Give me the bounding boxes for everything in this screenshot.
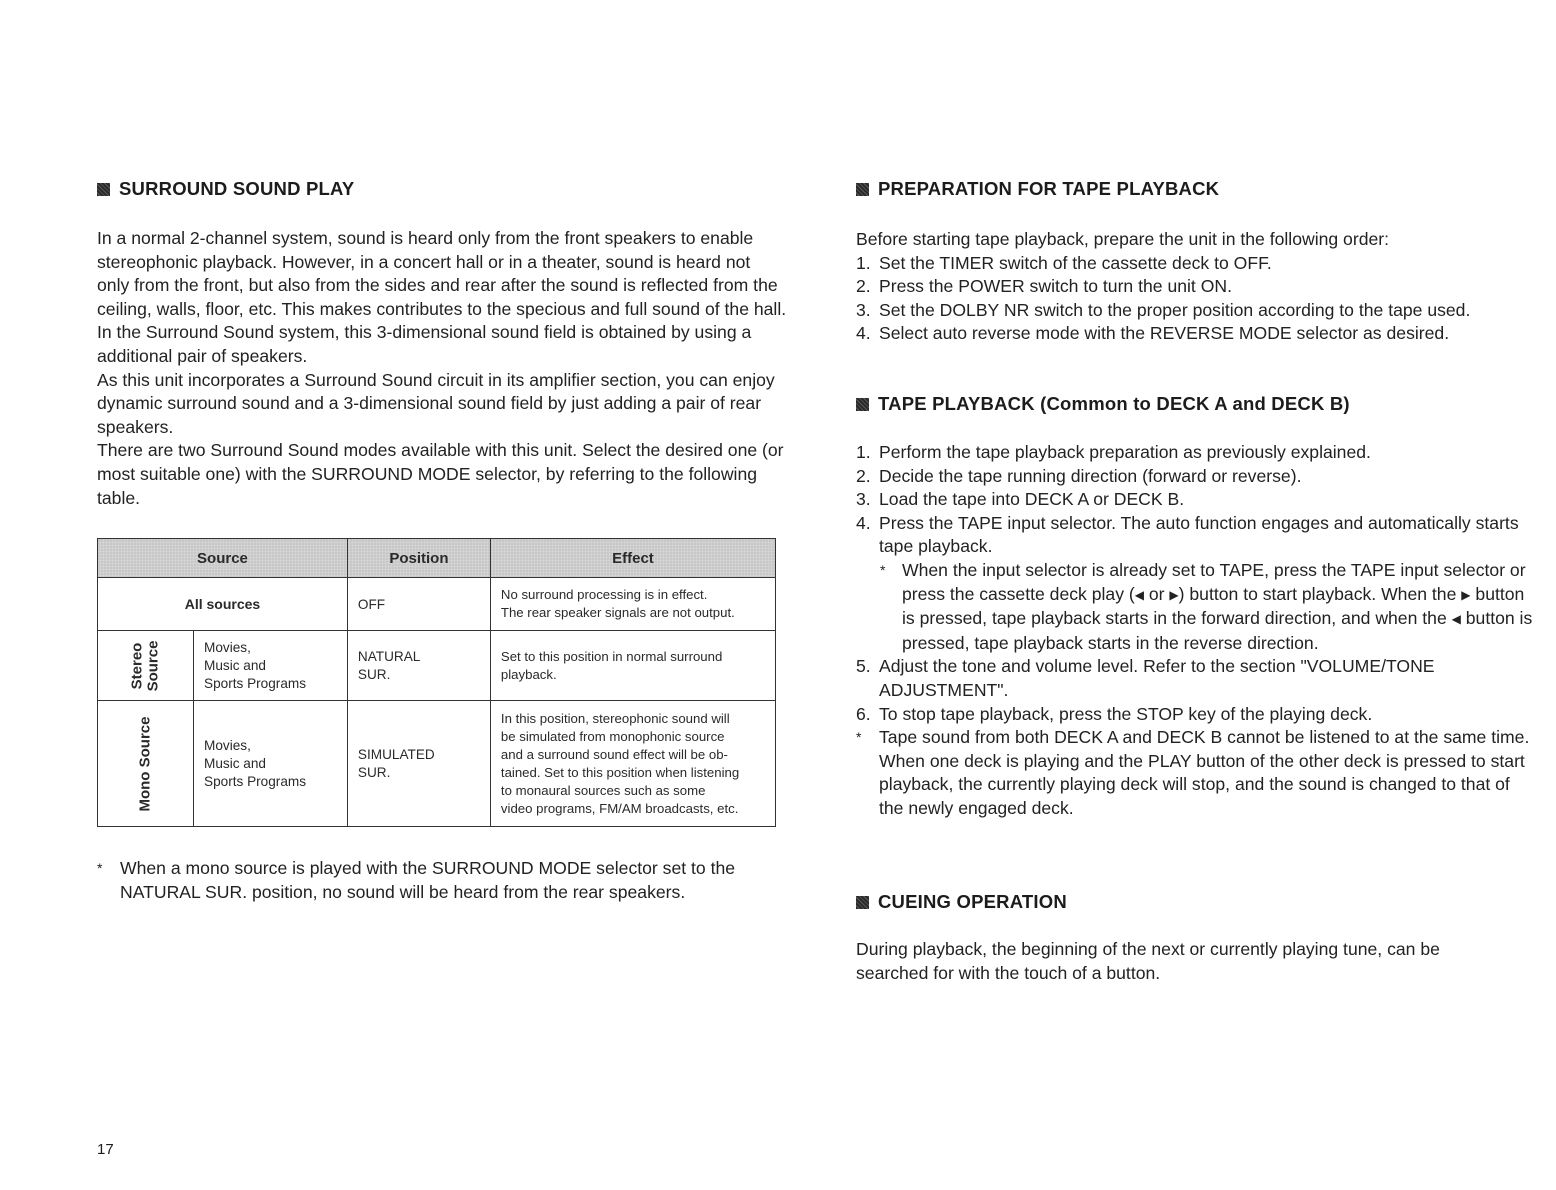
note-text: When the input selector is already set to TAPE, press the TAPE input selector or press the cassette deck play ( xyxy=(902,559,1526,604)
section-title: TAPE PLAYBACK (Common to DECK A and DECK B) xyxy=(878,393,1350,414)
note-text: button is pressed, tape playback starts in the reverse direction. xyxy=(902,608,1533,653)
step-text: Perform the tape playback preparation as previously explained. xyxy=(879,442,1371,462)
step-text: Load the tape into DECK A or DECK B. xyxy=(879,489,1185,510)
cell-source xyxy=(194,701,348,827)
effect-line: In this position, stereophonic sound will xyxy=(500,710,730,726)
effect-line: playback. xyxy=(500,666,557,682)
reverse-play-icon: ◀ xyxy=(1451,612,1461,627)
effect-line: Set to this position in normal surround xyxy=(500,648,723,664)
effect-line: No surround processing is in effect. xyxy=(500,587,708,602)
right-page xyxy=(856,0,1536,1190)
step-text: Select auto reverse mode with the REVERSE MODE selector as desired. xyxy=(879,323,1450,344)
cell-effect xyxy=(490,701,775,827)
cell-source xyxy=(194,631,348,701)
step-text: Press the TAPE input selector. The auto function engages and automatically starts tape playback. xyxy=(879,512,1519,557)
step-number: 1. xyxy=(856,442,871,462)
cell-position xyxy=(347,701,490,827)
paragraph: During playback, the beginning of the next or currently playing tune, can be searched for with the touch of a button. xyxy=(856,939,1440,983)
source-line: Sports Programs xyxy=(204,773,307,789)
step-number: 3. xyxy=(856,299,871,320)
preparation-steps xyxy=(856,252,1536,346)
intro-text: Before starting tape playback, prepare the unit in the following order: xyxy=(856,229,1390,249)
preparation-body xyxy=(856,228,1536,346)
effect-line: and a surround sound effect will be ob- xyxy=(500,746,728,762)
square-bullet-icon xyxy=(97,183,110,196)
table-row-mono-source xyxy=(98,701,776,827)
left-page xyxy=(97,0,787,1190)
section-heading-surround xyxy=(97,178,354,200)
step-text: Set the DOLBY NR switch to the proper position according to the tape used. xyxy=(879,299,1471,320)
group-line: Source xyxy=(144,640,162,691)
square-bullet-icon xyxy=(856,896,869,909)
page-number: 17 xyxy=(97,1141,114,1158)
source-line: Movies, xyxy=(204,639,251,655)
paragraph: There are two Surround Sound modes available with this unit. Select the desired one (or most suitable one) with the SURROUND MODE selector, by referring to the following table. xyxy=(97,440,784,508)
playback-body xyxy=(856,441,1536,821)
step-number: 1. xyxy=(856,252,871,273)
source-line: Sports Programs xyxy=(204,675,307,691)
playback-steps-continued xyxy=(856,655,1536,726)
effect-line: tained. Set to this position when listening xyxy=(500,764,740,780)
table-row-all-sources xyxy=(98,578,776,631)
position-line: SUR. xyxy=(357,666,391,682)
position-line: NATURAL xyxy=(357,648,421,664)
cueing-body xyxy=(856,938,1516,985)
position-line: SIMULATED xyxy=(357,746,435,762)
step-text: To stop tape playback, press the STOP key of the playing deck. xyxy=(879,703,1373,724)
step-number: 6. xyxy=(856,703,871,724)
paragraph: As this unit incorporates a Surround Sound circuit in its amplifier section, you can enjoy dynamic surround sound and a 3-dimensional sound field by just adding a pair of rear speakers. xyxy=(97,369,775,437)
playback-steps xyxy=(856,441,1536,559)
step-number: 4. xyxy=(856,512,871,533)
cell-group-label xyxy=(98,701,194,827)
list-item xyxy=(856,275,1536,299)
step-number: 2. xyxy=(856,465,871,486)
cell-effect xyxy=(490,631,775,701)
section-heading-cueing xyxy=(856,891,1067,913)
asterisk: * xyxy=(856,729,862,746)
note-text: ) button to start playback. When the xyxy=(1178,583,1462,604)
asterisk: * xyxy=(97,860,103,876)
section-title: CUEING OPERATION xyxy=(878,891,1067,912)
table-row-stereo-source xyxy=(98,631,776,701)
cell-position: OFF xyxy=(347,578,490,631)
step-text: Press the POWER switch to turn the unit ON. xyxy=(879,276,1232,297)
square-bullet-icon xyxy=(856,183,869,196)
cell-group-label xyxy=(98,631,194,701)
position-line: SUR. xyxy=(357,764,391,780)
cell-effect xyxy=(490,578,775,631)
square-bullet-icon xyxy=(856,398,869,411)
list-item xyxy=(856,299,1536,323)
list-item xyxy=(856,655,1536,702)
step-number: 3. xyxy=(856,489,871,510)
source-line: Movies, xyxy=(204,737,251,753)
effect-line: to monaural sources such as some xyxy=(500,782,706,798)
list-item xyxy=(856,441,1536,465)
step-text: Decide the tape running direction (forward or reverse). xyxy=(879,465,1302,486)
header-effect: Effect xyxy=(490,539,775,578)
list-item xyxy=(856,703,1536,727)
header-source: Source xyxy=(98,539,348,578)
section-heading-tape-playback xyxy=(856,393,1350,415)
reverse-play-icon: ◀ xyxy=(1134,587,1144,602)
step-number: 5. xyxy=(856,656,871,677)
list-item xyxy=(856,512,1536,559)
input-selector-note xyxy=(856,559,1536,655)
header-position: Position xyxy=(347,539,490,578)
forward-play-icon: ▶ xyxy=(1461,587,1471,602)
list-item xyxy=(856,465,1536,489)
effect-line: video programs, FM/AM broadcasts, etc. xyxy=(500,800,739,816)
note-text: Tape sound from both DECK A and DECK B cannot be listened to at the same time. When one deck is playing and the PLAY button of the other deck is pressed to start playback, the currently playing deck will stop, and the sound is changed to that of the newly engaged deck. xyxy=(879,727,1530,818)
section-title: PREPARATION FOR TAPE PLAYBACK xyxy=(878,178,1220,199)
list-item xyxy=(856,322,1536,346)
mono-source-label: Mono Source xyxy=(136,715,154,812)
note-text: button is pressed, tape playback starts in the forward direction, and when the xyxy=(902,583,1525,629)
mono-source-note xyxy=(97,857,790,904)
source-line: Music and xyxy=(204,755,266,771)
section-title: SURROUND SOUND PLAY xyxy=(119,178,355,199)
cell-source: All sources xyxy=(98,578,348,631)
stereo-source-label xyxy=(130,640,162,691)
table-header-row xyxy=(98,539,776,578)
step-number: 4. xyxy=(856,323,871,344)
step-number: 2. xyxy=(856,276,871,297)
note-text: or xyxy=(1143,583,1170,604)
surround-body xyxy=(97,227,787,510)
list-item xyxy=(856,488,1536,512)
paragraph: In a normal 2-channel system, sound is heard only from the front speakers to enable stereophonic playback. However, in a concert hall or in a theater, sound is heard not only from the front, but also from the sides and rear after the sound is reflected from the ceiling, walls, floor, etc. This makes contributes to the specious and full sound of the hall. In the Surround Sound system, this 3-dimensional sound field is obtained by using a additional pair of speakers. xyxy=(97,228,787,366)
step-text: Set the TIMER switch of the cassette deck to OFF. xyxy=(879,252,1272,273)
asterisk: * xyxy=(880,561,886,578)
note-text: When a mono source is played with the SURROUND MODE selector set to the NATURAL SUR. position, no sound will be heard from the rear speakers. xyxy=(120,858,736,902)
deck-note xyxy=(856,726,1536,820)
step-text: Adjust the tone and volume level. Refer to the section "VOLUME/TONE ADJUSTMENT". xyxy=(879,656,1435,700)
forward-play-icon: ▶ xyxy=(1169,587,1179,602)
source-line: Music and xyxy=(204,657,266,673)
effect-line: be simulated from monophonic source xyxy=(500,728,725,744)
cell-position xyxy=(347,631,490,701)
group-line: Stereo xyxy=(128,642,146,689)
list-item xyxy=(856,252,1536,276)
effect-line: The rear speaker signals are not output. xyxy=(500,605,735,620)
section-heading-preparation xyxy=(856,178,1219,200)
surround-mode-table xyxy=(97,538,776,827)
